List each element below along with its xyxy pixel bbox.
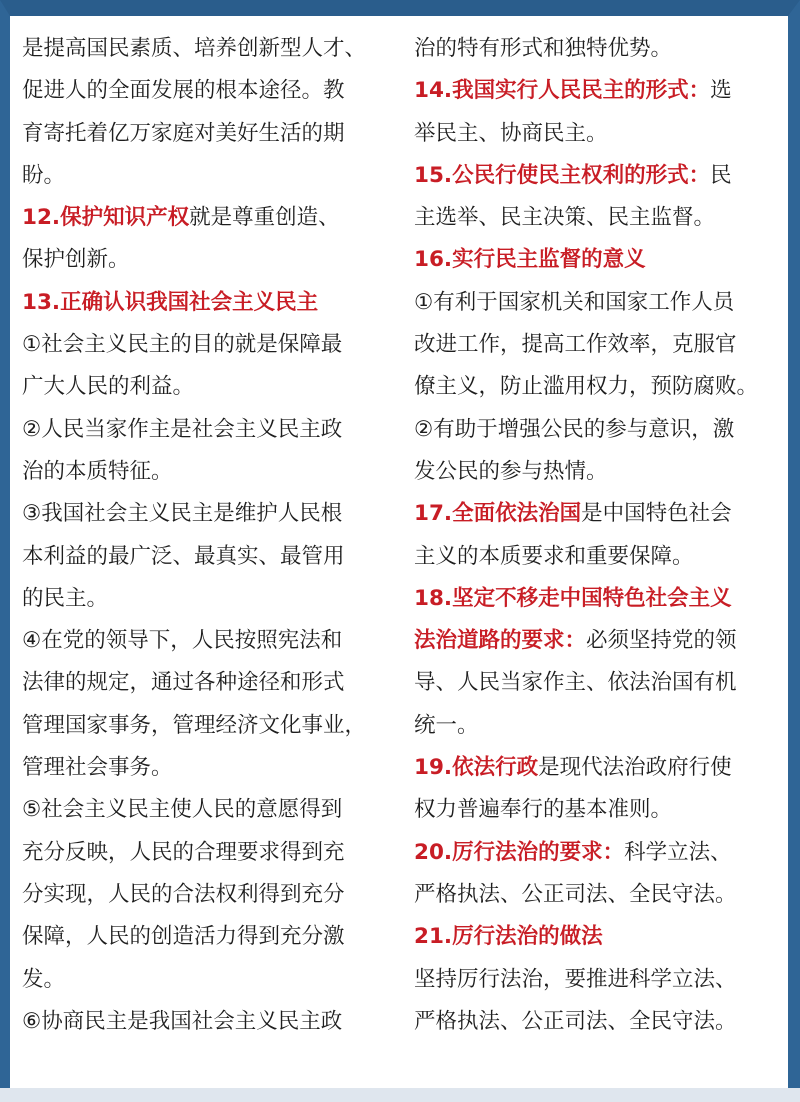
body-text: 法律的规定，通过各种途径和形式 xyxy=(22,670,345,696)
heading-text: 17.全面依法治国 xyxy=(414,501,582,527)
text-line xyxy=(22,832,394,874)
text-line xyxy=(22,493,394,535)
body-text: 严格执法、公正司法、全民守法。 xyxy=(414,881,737,907)
body-text: 坚持厉行法治，要推进科学立法、 xyxy=(414,966,737,992)
text-line xyxy=(414,70,780,112)
body-text: 严格执法、公正司法、全民守法。 xyxy=(414,1008,737,1034)
text-line xyxy=(22,282,394,324)
body-text: 主义的本质要求和重要保障。 xyxy=(414,543,694,569)
body-text: 僚主义，防止滥用权力，预防腐败。 xyxy=(414,374,759,400)
text-line xyxy=(414,28,780,70)
text-line xyxy=(414,916,780,958)
body-text: ④在党的领导下，人民按照宪法和 xyxy=(22,628,343,654)
body-text: 选 xyxy=(710,78,732,104)
heading-text: 15.公民行使民主权利的形式： xyxy=(414,162,711,188)
body-text: 主选举、民主决策、民主监督。 xyxy=(414,205,716,231)
text-line xyxy=(414,366,780,408)
text-line xyxy=(414,324,780,366)
text-line xyxy=(414,959,780,1001)
body-text: 就是尊重创造、 xyxy=(189,205,340,231)
text-line xyxy=(22,70,394,112)
text-line xyxy=(22,239,394,281)
body-text: 盼。 xyxy=(22,162,66,188)
heading-text: 12.保护知识产权 xyxy=(22,205,190,231)
text-line xyxy=(414,747,780,789)
text-line xyxy=(22,578,394,620)
text-line xyxy=(414,409,780,451)
text-line xyxy=(414,789,780,831)
text-line xyxy=(22,874,394,916)
body-text: 权力普遍奉行的基本准则。 xyxy=(414,797,673,823)
body-text: ⑤社会主义民主使人民的意愿得到 xyxy=(22,797,343,823)
text-line xyxy=(22,705,394,747)
text-line xyxy=(22,409,394,451)
text-line xyxy=(414,155,780,197)
body-text: ①社会主义民主的目的就是保障最 xyxy=(22,332,343,358)
text-line xyxy=(22,1001,394,1043)
body-text: 是现代法治政府行使 xyxy=(538,755,732,781)
body-text: 是中国特色社会 xyxy=(581,501,732,527)
text-line xyxy=(414,705,780,747)
heading-text: 16.实行民主监督的意义 xyxy=(414,247,646,273)
heading-text: 20.厉行法治的要求： xyxy=(414,839,625,865)
right-text-column xyxy=(414,28,780,1043)
body-text: 本利益的最广泛、最真实、最管用 xyxy=(22,543,345,569)
body-text: 发公民的参与热情。 xyxy=(414,458,608,484)
heading-text: 21.厉行法治的做法 xyxy=(414,924,603,950)
body-text: 民 xyxy=(710,162,732,188)
body-text: 治的本质特征。 xyxy=(22,458,173,484)
text-line xyxy=(22,28,394,70)
text-line xyxy=(414,874,780,916)
text-line xyxy=(414,451,780,493)
text-line xyxy=(22,536,394,578)
body-text: 管理社会事务。 xyxy=(22,755,173,781)
text-line xyxy=(22,747,394,789)
body-text: ③我国社会主义民主是维护人民根 xyxy=(22,501,343,527)
text-line xyxy=(414,493,780,535)
text-line xyxy=(22,155,394,197)
text-line xyxy=(22,789,394,831)
body-text: ⑥协商民主是我国社会主义民主政 xyxy=(22,1008,343,1034)
body-text: 广大人民的利益。 xyxy=(22,374,195,400)
text-line xyxy=(414,282,780,324)
text-line xyxy=(414,832,780,874)
body-text: 统一。 xyxy=(414,712,479,738)
text-line xyxy=(414,113,780,155)
text-line xyxy=(414,662,780,704)
heading-text: 14.我国实行人民民主的形式： xyxy=(414,78,711,104)
body-text: 分实现，人民的合法权利得到充分 xyxy=(22,881,345,907)
text-line xyxy=(414,620,780,662)
text-line xyxy=(414,239,780,281)
bottom-strip xyxy=(0,1088,800,1102)
body-text: 科学立法、 xyxy=(624,839,732,865)
text-line xyxy=(22,916,394,958)
heading-text: 19.依法行政 xyxy=(414,755,539,781)
body-text: 的民主。 xyxy=(22,585,109,611)
heading-text: 13.正确认识我国社会主义民主 xyxy=(22,289,319,315)
text-line xyxy=(22,324,394,366)
heading-text: 法治道路的要求： xyxy=(414,628,587,654)
text-line xyxy=(414,536,780,578)
text-line xyxy=(414,578,780,620)
text-line xyxy=(22,959,394,1001)
body-text: 导、人民当家作主、依法治国有机 xyxy=(414,670,737,696)
body-text: 改进工作，提高工作效率，克服官 xyxy=(414,332,737,358)
body-text: 是提高国民素质、培养创新型人才、 xyxy=(22,36,367,61)
text-line xyxy=(22,620,394,662)
body-text: 促进人的全面发展的根本途径。教 xyxy=(22,78,345,104)
text-line xyxy=(414,197,780,239)
body-text: ②人民当家作主是社会主义民主政 xyxy=(22,416,343,442)
body-text: 必须坚持党的领 xyxy=(586,628,737,654)
heading-text: 18.坚定不移走中国特色社会主义 xyxy=(414,585,732,611)
body-text: 举民主、协商民主。 xyxy=(414,120,608,146)
text-line xyxy=(22,197,394,239)
body-text: ②有助于增强公民的参与意识，激 xyxy=(414,416,735,442)
body-text: 保障，人民的创造活力得到充分激 xyxy=(22,924,345,950)
body-text: 管理国家事务，管理经济文化事业， xyxy=(22,712,367,738)
text-line xyxy=(414,1001,780,1043)
text-line xyxy=(22,451,394,493)
text-line xyxy=(22,366,394,408)
text-line xyxy=(22,662,394,704)
body-text: 治的特有形式和独特优势。 xyxy=(414,36,673,61)
left-text-column xyxy=(22,28,394,1043)
body-text: 发。 xyxy=(22,966,66,992)
body-text: 育寄托着亿万家庭对美好生活的期 xyxy=(22,120,345,146)
body-text: 保护创新。 xyxy=(22,247,130,273)
text-line xyxy=(22,113,394,155)
body-text: ①有利于国家机关和国家工作人员 xyxy=(414,289,735,315)
body-text: 充分反映，人民的合理要求得到充 xyxy=(22,839,345,865)
